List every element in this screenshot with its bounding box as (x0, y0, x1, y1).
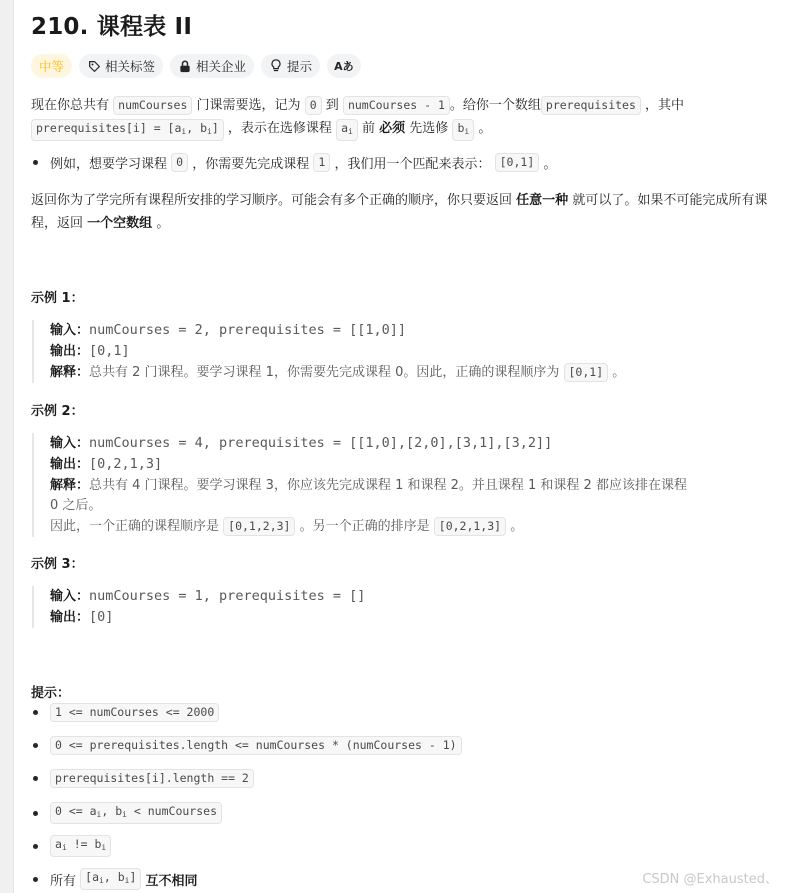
bullet-dot (33, 776, 38, 781)
inline-code: $b_i$ (452, 119, 474, 141)
desc-text: 。 (478, 121, 492, 136)
hints-button[interactable] (261, 54, 320, 78)
inline-code: 0 <= prerequisites.length <= numCourses * (numCourses - 1) (50, 736, 462, 755)
example-explanation: 总共有 4 门课程。要学习课程 3，你应该先完成课程 1 和课程 2。并且课程 1 和课程 2 都应该排在课程 (89, 478, 687, 493)
desc-text: ，其中 (645, 98, 685, 113)
text: 。 (612, 365, 626, 380)
inline-code: prerequisites (541, 96, 641, 115)
bold-text: 任意一种 (516, 193, 569, 208)
difficulty-label: 中等 (39, 59, 65, 74)
description-paragraph (31, 94, 783, 141)
tag-icon (87, 59, 101, 73)
difficulty-badge (31, 54, 72, 78)
inline-code: [0,1] (495, 153, 540, 172)
text: 例如，想要学习课程 (50, 157, 168, 172)
desc-text: 。给你一个数组 (449, 98, 541, 113)
bold-text: 互不相同 (145, 873, 198, 889)
desc-text: 到 (325, 98, 339, 113)
input-label: 输入： (50, 436, 90, 451)
constraint-item (31, 703, 219, 722)
constraint-item (31, 802, 222, 824)
inline-code: $a_i$ != $b_i$ (50, 835, 111, 857)
text: 。 (543, 157, 557, 172)
bullet-dot (33, 160, 38, 165)
bold-text: 必须 (379, 121, 406, 136)
constraint-item (31, 835, 111, 857)
return-paragraph (31, 189, 783, 235)
text: 所有 (50, 873, 77, 889)
inline-code: [$a_i$, $b_i$] (80, 868, 141, 890)
example-explanation: 总共有 2 门课程。要学习课程 1，你需要先完成课程 0。因此，正确的课程顺序为 (89, 365, 560, 380)
constraint-item (31, 868, 198, 890)
bold-text: 一个空数组 (87, 216, 153, 231)
inline-code: [0,2,1,3] (434, 517, 506, 536)
output-label: 输出： (50, 610, 90, 625)
text: 就可以了。如果不可能完成所有课程，返回 (31, 193, 768, 231)
example-3-title: 示例 3： (31, 557, 84, 572)
example-explanation: 0 之后。 (50, 498, 102, 513)
watermark-text: CSDN @Exhausted、 (642, 872, 778, 887)
inline-code: $0 <= a_i$, $b_i$ < numCourses (50, 802, 222, 824)
inline-code: prerequisites[i].length == 2 (50, 769, 254, 788)
example-2-title: 示例 2： (31, 404, 84, 419)
text: 。另一个正确的排序是 (299, 519, 430, 534)
example-input: numCourses = 2, prerequisites = [[1,0]] (89, 322, 406, 338)
bullet-dot (33, 844, 38, 849)
output-label: 输出： (50, 457, 90, 472)
constraint-item (31, 769, 254, 788)
text: 。 (156, 216, 170, 231)
problem-title: 210. 课程表 II (31, 14, 193, 40)
inline-code: 1 (313, 153, 330, 172)
inline-code: 0 (305, 96, 322, 115)
example-1-title: 示例 1： (31, 291, 84, 306)
example-2-block (32, 433, 782, 537)
desc-text: 门课需要选，记为 (196, 98, 301, 113)
explain-label: 解释： (50, 365, 90, 380)
related-companies-label: 相关企业 (196, 59, 247, 74)
translate-button[interactable] (327, 54, 361, 78)
related-companies-button[interactable] (170, 54, 254, 78)
text: ，我们用一个匹配来表示： (334, 157, 491, 172)
inline-code: numCourses - 1 (343, 96, 450, 115)
example-input: numCourses = 1, prerequisites = [] (89, 588, 366, 604)
input-label: 输入： (50, 323, 90, 338)
related-tags-label: 相关标签 (105, 59, 156, 74)
output-label: 输出： (50, 344, 90, 359)
inline-code: 0 (171, 153, 188, 172)
lock-icon (178, 59, 192, 73)
bullet-dot (33, 811, 38, 816)
example-output: [0,1] (89, 343, 130, 359)
related-tags-button[interactable] (79, 54, 163, 78)
text: 返回你为了学完所有课程所安排的学习顺序。可能会有多个正确的顺序，你只要返回 (31, 193, 513, 208)
text: 。 (510, 519, 524, 534)
bullet-dot (33, 710, 38, 715)
desc-text: 前 (361, 121, 375, 136)
inline-code: numCourses (113, 96, 192, 115)
inline-code: [0,1] (564, 363, 609, 382)
lightbulb-icon (269, 59, 283, 73)
example-input: numCourses = 4, prerequisites = [[1,0],[2,0],[3,1],[3,2]] (89, 435, 553, 451)
list-item (31, 153, 556, 172)
bullet-dot (33, 877, 38, 882)
text: ，你需要先完成课程 (192, 157, 310, 172)
desc-text: 先选修 (409, 121, 449, 136)
desc-text: ，表示在选修课程 (227, 121, 332, 136)
inline-code: [0,1,2,3] (223, 517, 295, 536)
translate-icon: Aあ (334, 60, 354, 73)
desc-text: 现在你总共有 (31, 98, 110, 113)
explain-label: 解释： (50, 478, 90, 493)
constraint-item (31, 736, 462, 755)
inline-code: 1 <= numCourses <= 2000 (50, 703, 219, 722)
example-output: [0] (89, 609, 114, 625)
text: 因此，一个正确的课程顺序是 (50, 519, 220, 534)
constraints-title: 提示： (31, 686, 71, 701)
example-output: [0,2,1,3] (89, 456, 163, 472)
inline-code: $a_i$ (336, 119, 358, 141)
input-label: 输入： (50, 589, 90, 604)
inline-code: prerequisites[i] = [$a_i$, $b_i$] (31, 119, 224, 141)
hints-label: 提示 (287, 59, 313, 74)
example-3-block (32, 586, 782, 628)
left-sidebar-edge (0, 0, 14, 893)
tag-bar (31, 54, 361, 78)
bullet-dot (33, 743, 38, 748)
example-1-block (32, 320, 782, 383)
